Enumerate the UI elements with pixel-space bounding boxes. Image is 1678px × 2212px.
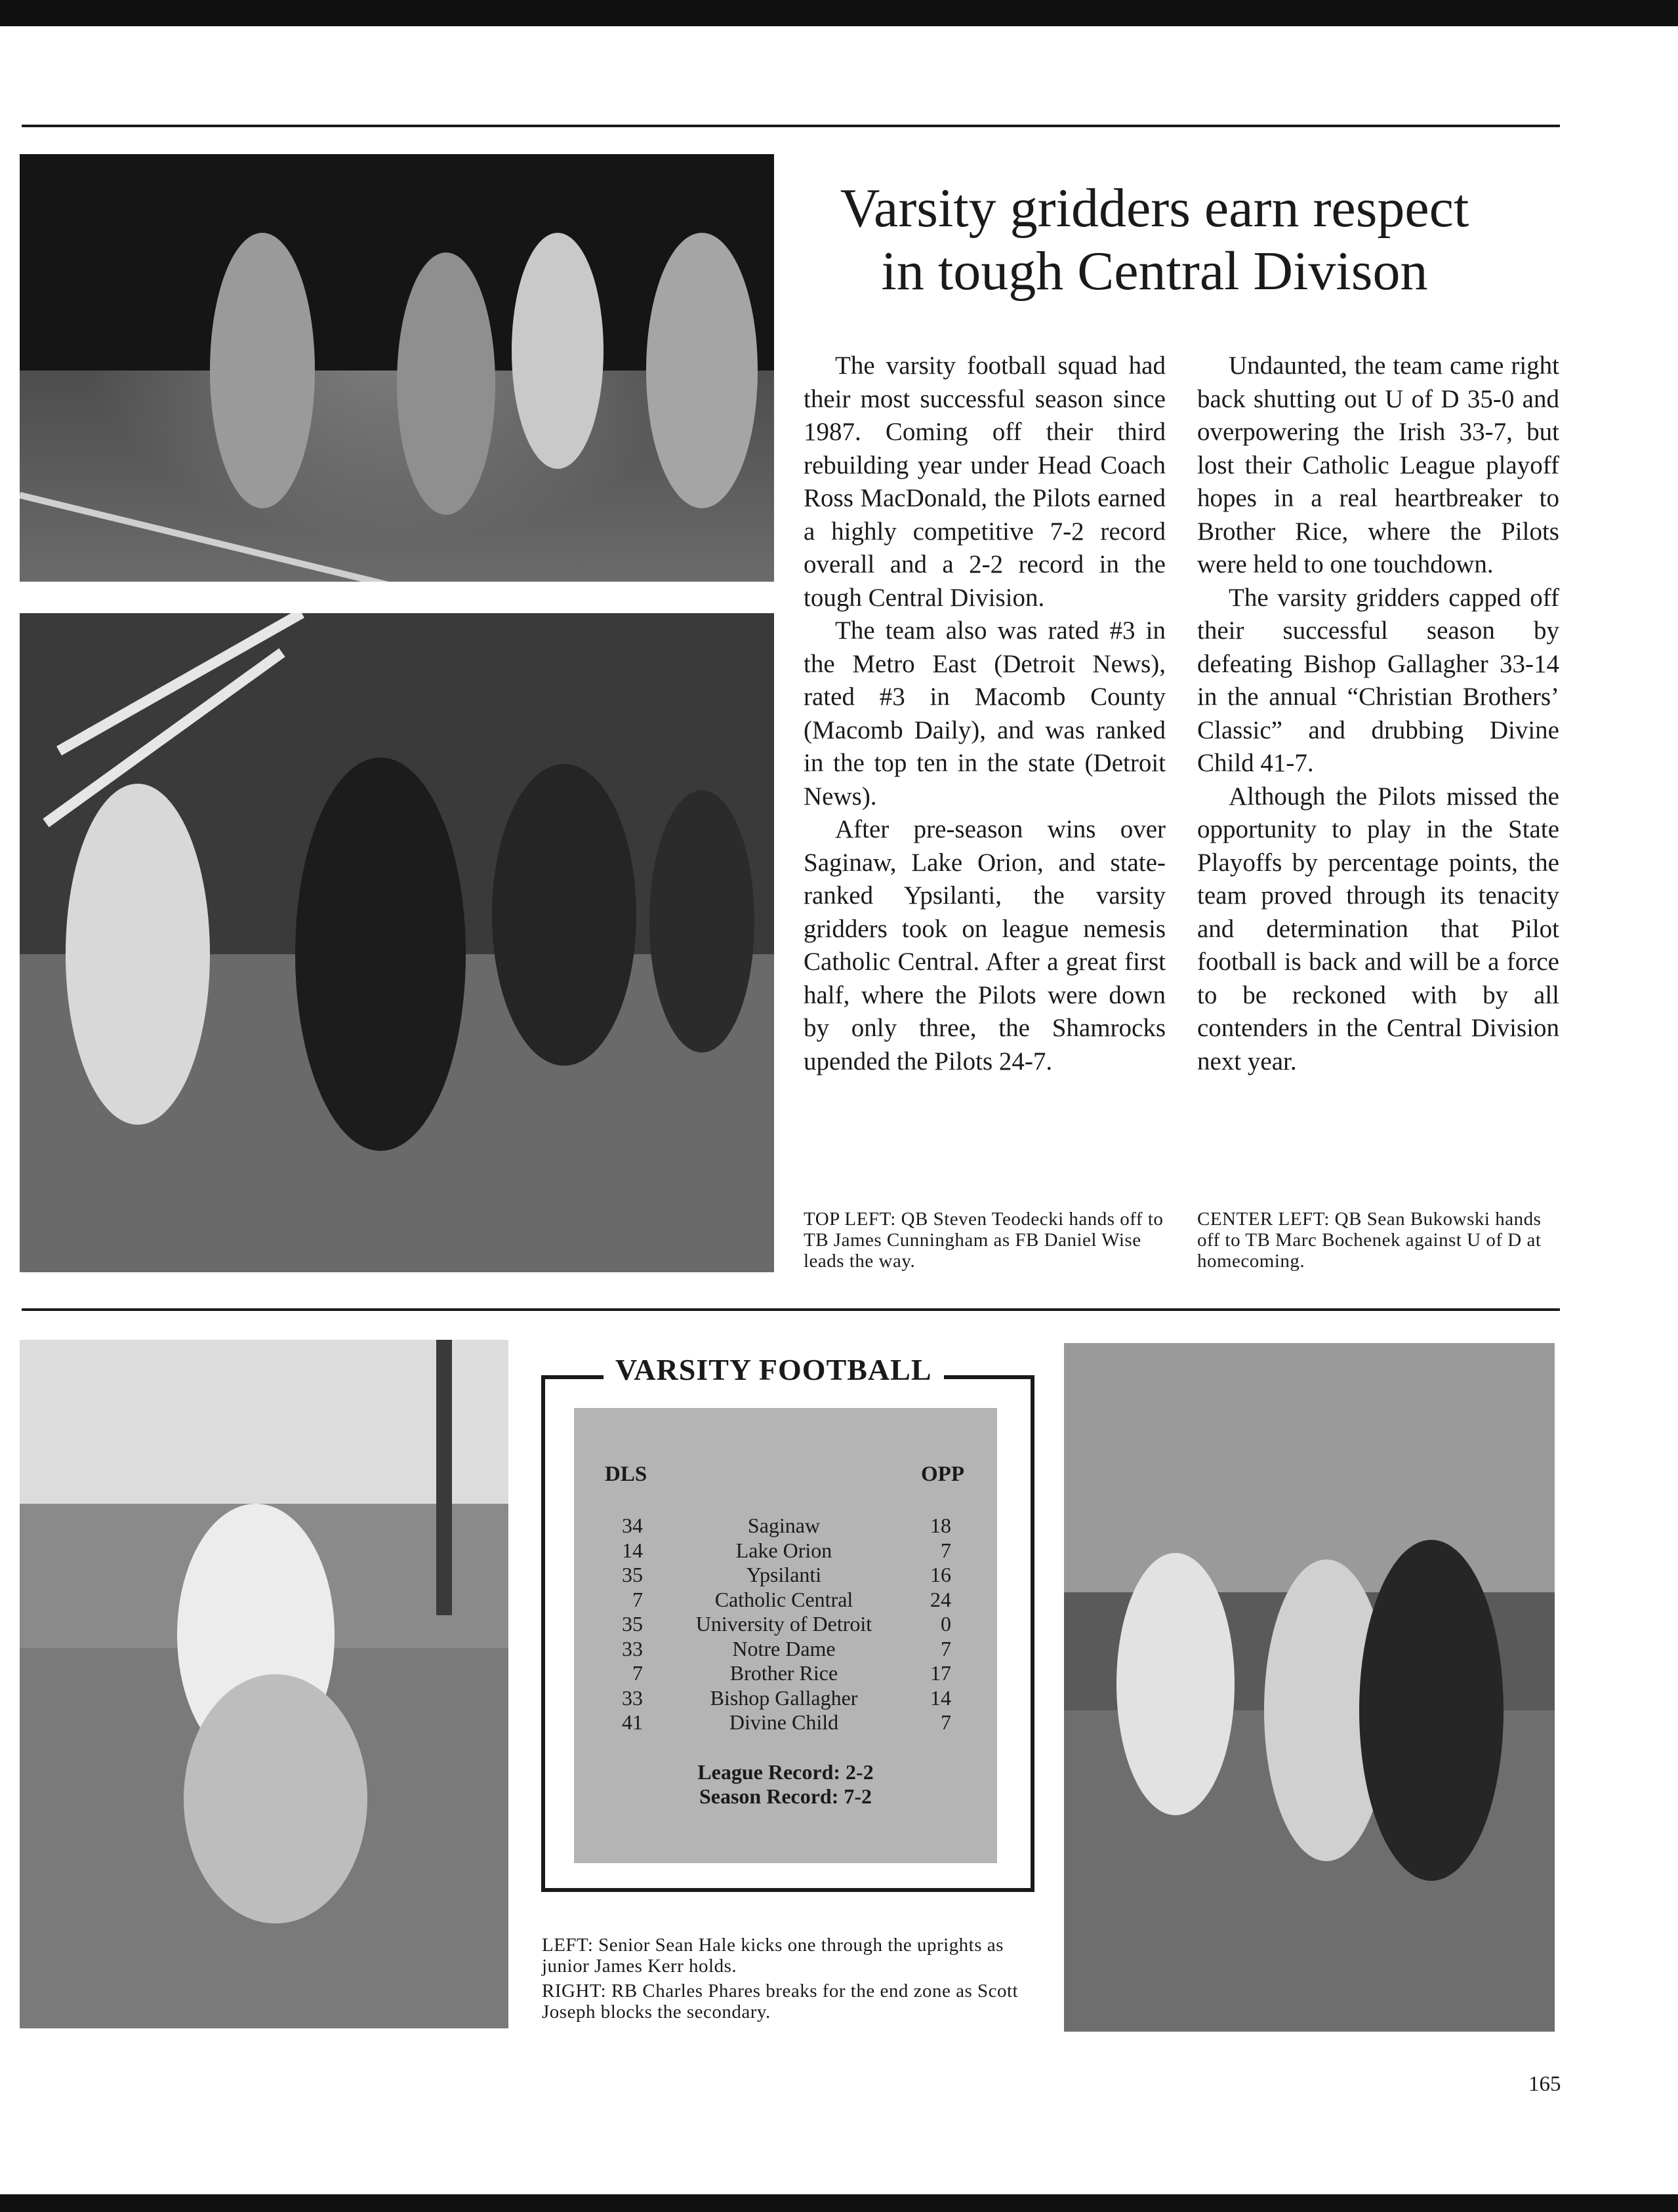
game-row — [574, 1612, 997, 1637]
dls-score: 41 — [622, 1710, 643, 1734]
game-row — [574, 1637, 997, 1662]
opponent-name: Brother Rice — [729, 1661, 838, 1685]
dls-score: 35 — [622, 1563, 643, 1586]
opponent-name: Saginaw — [747, 1514, 821, 1537]
scoreboard-header-opp: OPP — [921, 1462, 964, 1486]
top-border — [0, 0, 1678, 26]
dls-score: 34 — [622, 1514, 643, 1537]
opponent-name: University of Detroit — [695, 1612, 872, 1636]
headline-line-1: Varsity gridders earn respect — [840, 178, 1469, 239]
scoreboard-schedule — [574, 1514, 997, 1735]
opp-score: 7 — [941, 1636, 951, 1660]
article-paragraph: The varsity football squad had their most successful season since 1987. Coming off their third rebuilding year under Head Coach Ross MacDonald, the Pilots earned a highly competitive 7-2 record overall and a 2-2 record in the tough Central Division. — [804, 352, 1166, 612]
opponent-name: Bishop Gallagher — [710, 1685, 858, 1710]
opp-score: 0 — [941, 1612, 951, 1636]
opp-score: 7 — [941, 1710, 951, 1734]
dls-score: 14 — [622, 1538, 643, 1562]
page-number: 165 — [1528, 2072, 1561, 2096]
headline-line-2: in tough Central Divison — [881, 241, 1428, 302]
records — [574, 1760, 997, 1809]
article-headline — [774, 177, 1535, 303]
caption-bottom-right: RIGHT: RB Charles Phares breaks for the end zone as Scott Joseph blocks the secondary. — [542, 1981, 1019, 2022]
opp-score: 17 — [930, 1661, 951, 1685]
bottom-border — [0, 2194, 1678, 2212]
top-rule — [22, 125, 1560, 127]
game-row — [574, 1588, 997, 1613]
game-row — [574, 1563, 997, 1588]
article-column-2 — [1197, 350, 1559, 1078]
opponent-name: Catholic Central — [714, 1587, 853, 1611]
dls-score: 35 — [622, 1612, 643, 1636]
season-record: Season Record: 7-2 — [699, 1784, 872, 1808]
game-row — [574, 1686, 997, 1711]
middle-rule — [22, 1308, 1560, 1311]
photo-bottom-right — [1064, 1343, 1555, 2032]
article-column-1 — [804, 350, 1166, 1078]
opponent-name: Lake Orion — [735, 1538, 832, 1562]
game-row — [574, 1538, 997, 1563]
article-paragraph: The varsity gridders capped off their successful season by defeating Bishop Gallagher 33-14 in the annual “Christian Brothers’ Classic” and drubbing Divine Child 41-7. — [1197, 583, 1559, 777]
photo-center-left — [20, 613, 774, 1272]
dls-score: 7 — [632, 1587, 643, 1611]
game-row — [574, 1710, 997, 1735]
photo-bottom-left — [20, 1340, 508, 2028]
opponent-name: Ypsilanti — [746, 1563, 822, 1586]
article-paragraph: The team also was rated #3 in the Metro East (Detroit News), rated #3 in Macomb County (Macomb Daily), and was ranked in the top ten in the state (Detroit News). — [804, 616, 1166, 811]
opp-score: 24 — [930, 1587, 951, 1611]
opp-score: 18 — [930, 1514, 951, 1537]
article-paragraph: Undaunted, the team came right back shutting out U of D 35-0 and overpowering the Irish 33-7, but lost their Catholic League playoff hopes in a real heartbreaker to Brother Rice, where the Pilots were held to one touchdown. — [1197, 352, 1559, 578]
article-paragraph: Although the Pilots missed the opportunity to play in the State Playoffs by percentage points, the team proved through its tenacity and determination that Pilot football is back and will be a force to be reckoned with by all contenders in the Central Division next year. — [1197, 782, 1559, 1076]
caption-center-left: CENTER LEFT: QB Sean Bukowski hands off to TB Marc Bochenek against U of D at homecoming. — [1197, 1209, 1542, 1272]
photo-top-left — [20, 154, 774, 582]
opponent-name: Notre Dame — [732, 1636, 836, 1660]
opp-score: 7 — [941, 1538, 951, 1562]
dls-score: 7 — [632, 1661, 643, 1685]
game-row — [574, 1514, 997, 1538]
dls-score: 33 — [622, 1685, 643, 1710]
caption-top-left: TOP LEFT: QB Steven Teodecki hands off to TB James Cunningham as FB Daniel Wise leads the way. — [804, 1209, 1164, 1272]
scoreboard-title: VARSITY FOOTBALL — [604, 1352, 944, 1387]
opp-score: 16 — [930, 1563, 951, 1586]
opponent-name: Divine Child — [729, 1710, 839, 1734]
league-record: League Record: 2-2 — [697, 1760, 874, 1784]
scoreboard-header-dls: DLS — [605, 1462, 647, 1486]
caption-bottom-left: LEFT: Senior Sean Hale kicks one through the uprights as junior James Kerr holds. — [542, 1935, 1004, 1977]
article-paragraph: After pre-season wins over Saginaw, Lake Orion, and state-ranked Ypsilanti, the varsity gridders took on league nemesis Catholic Central. After a great first half, where the Pilots were down by only three, the Shamrocks upended the Pilots 24-7. — [804, 815, 1166, 1076]
game-row — [574, 1661, 997, 1686]
opp-score: 14 — [930, 1685, 951, 1710]
dls-score: 33 — [622, 1636, 643, 1660]
